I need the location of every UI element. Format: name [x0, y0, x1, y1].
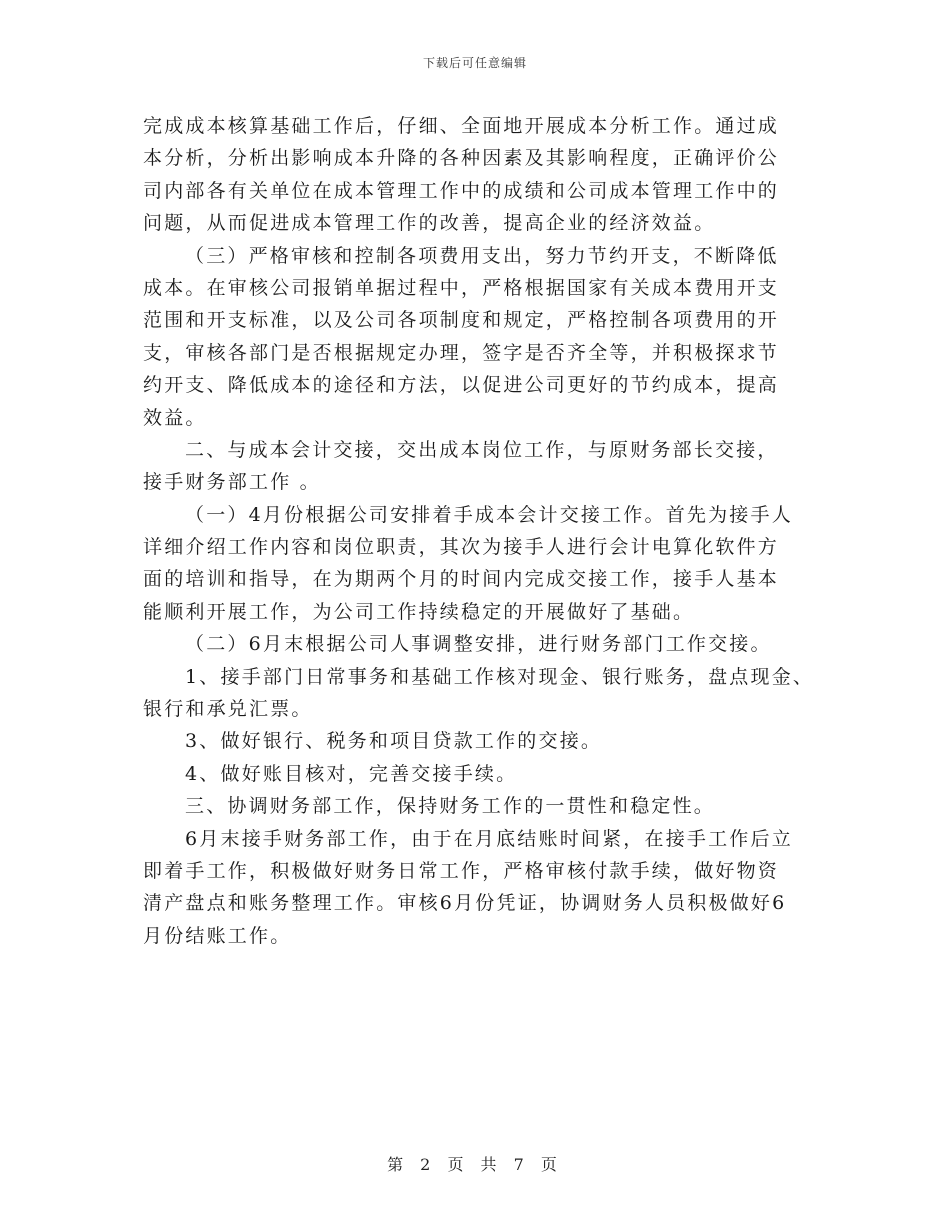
text-line: 能顺利开展工作，为公司工作持续稳定的开展做好了基础。: [143, 600, 695, 623]
text-line: 3、做好银行、税务和项目贷款工作的交接。: [185, 730, 603, 753]
text-line: 清产盘点和账务整理工作。审核6月份凭证，协调财务人员积极做好6: [143, 892, 787, 915]
text-line: 月份结账工作。: [143, 924, 292, 947]
text-line: （三）严格审核和控制各项费用支出，努力节约开支，不断降低: [185, 244, 779, 267]
text-line: 本分析，分析出影响成本升降的各种因素及其影响程度，正确评价公: [143, 147, 780, 170]
text-line: 司内部各有关单位在成本管理工作中的成绩和公司成本管理工作中的: [143, 179, 780, 202]
page-footer: 第 2 页 共 7 页: [387, 1155, 563, 1174]
text-line: 范围和开支标准，以及公司各项制度和规定，严格控制各项费用的开: [143, 309, 780, 332]
text-line: （二）6月末根据公司人事调整安排，进行财务部门工作交接。: [185, 633, 772, 656]
text-line: 三、协调财务部工作，保持财务工作的一贯性和稳定性。: [185, 795, 716, 818]
text-line: 面的培训和指导，在为期两个月的时间内完成交接工作，接手人基本: [143, 568, 780, 591]
text-line: 即着手工作，积极做好财务日常工作，严格审核付款手续，做好物资: [143, 859, 780, 882]
text-line: 4、做好账目核对，完善交接手续。: [185, 762, 518, 785]
text-line: 1、接手部门日常事务和基础工作核对现金、银行账务，盘点现金、: [185, 665, 815, 688]
text-line: 完成成本核算基础工作后，仔细、全面地开展成本分析工作。通过成: [143, 115, 780, 137]
text-line: 支，审核各部门是否根据规定办理，签字是否齐全等，并积极探求节: [143, 341, 780, 364]
text-line: 二、与成本会计交接，交出成本岗位工作，与原财务部长交接，: [185, 438, 779, 461]
text-line: 成本。在审核公司报销单据过程中，严格根据国家有关成本费用开支: [143, 276, 780, 299]
text-line: 接手财务部工作 。: [143, 471, 321, 494]
text-line: 详细介绍工作内容和岗位职责，其次为接手人进行会计电算化软件方: [143, 536, 780, 559]
text-line: 问题，从而促进成本管理工作的改善，提高企业的经济效益。: [143, 212, 716, 235]
text-line: 约开支、降低成本的途径和方法，以促进公司更好的节约成本，提高: [143, 374, 780, 397]
text-line: 效益。: [143, 406, 207, 429]
document-body: [143, 110, 823, 952]
page-header: 下载后可任意编辑: [422, 56, 527, 70]
text-line: （一）4月份根据公司安排着手成本会计交接工作。首先为接手人: [185, 503, 793, 526]
text-line: 银行和承兑汇票。: [143, 698, 313, 721]
text-line: 6月末接手财务部工作，由于在月底结账时间紧，在接手工作后立: [185, 827, 793, 850]
